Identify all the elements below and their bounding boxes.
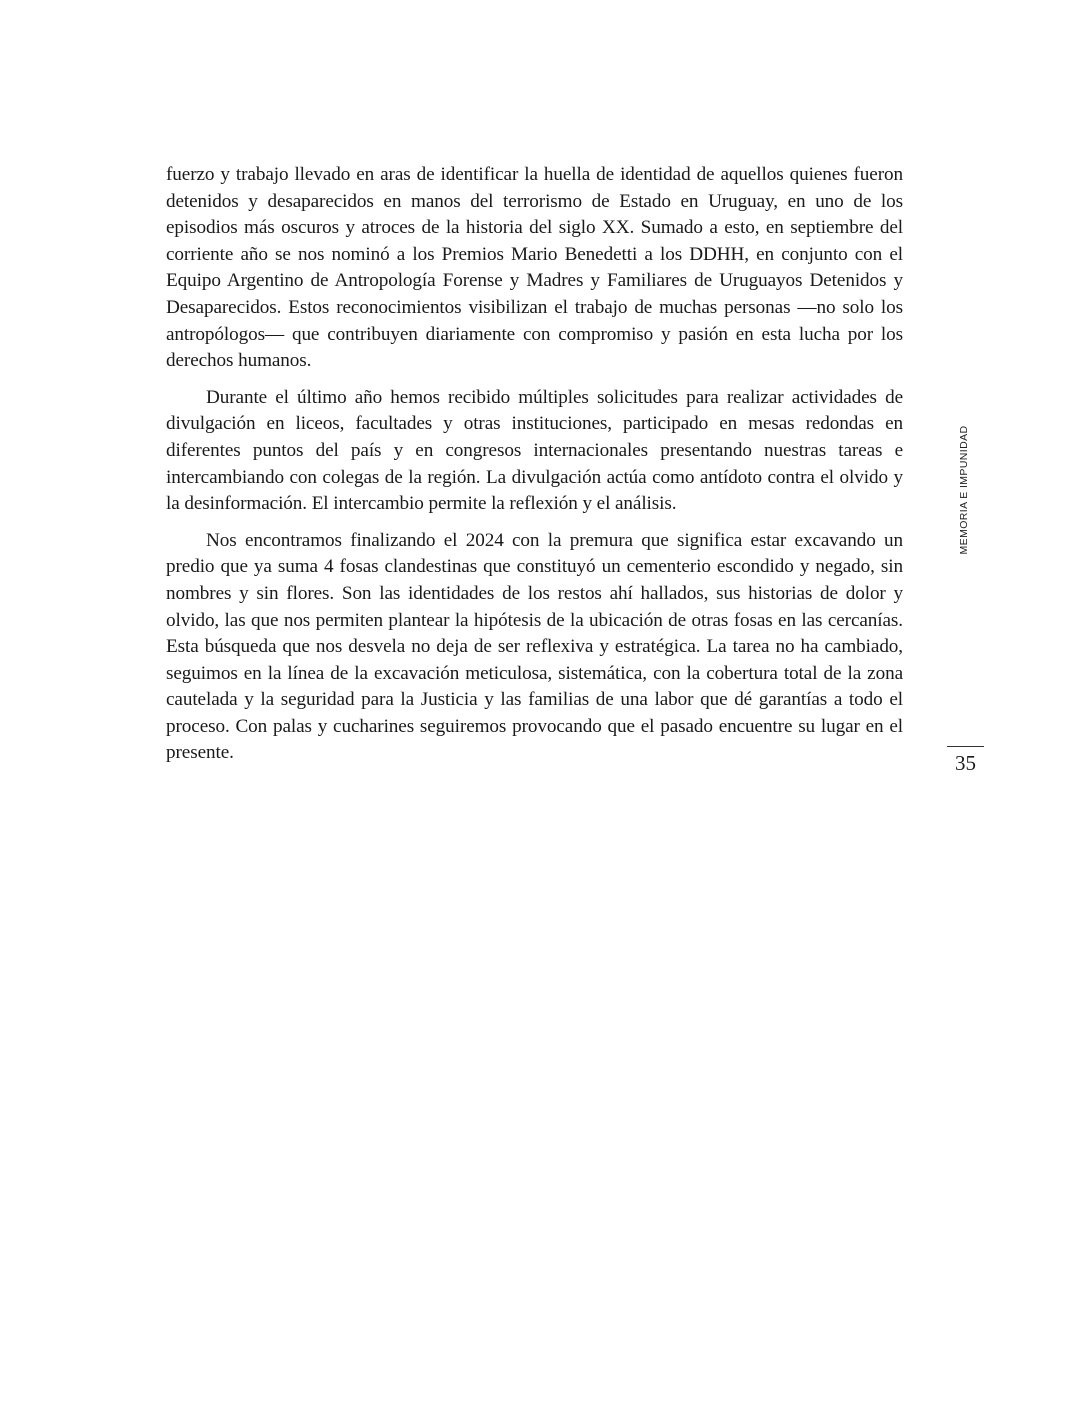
page-number: 35	[955, 751, 976, 775]
paragraph-3: Nos encontramos finalizando el 2024 con la premura que significa estar excavando un predio que ya suma 4 fosas clandestinas que constituyó un cementerio escondido y negado, sin nombres y sin flores. Son las identidades de los restos ahí hallados, sus historias de dolor y olvido, las que nos permiten plantear la hipótesis de la ubicación de otras fosas en las cercanías. Esta búsqueda que nos desvela no deja de ser reflexiva y estratégica. La tarea no ha cambiado, seguimos en la línea de la excavación meticulosa, sistemática, con la cobertura total de la zona cautelada y la seguridad para la Justicia y las familias de una labor que dé garantías a todo el proceso. Con palas y cucharines seguiremos provocando que el pasado encuentre su lugar en el presente.	[166, 529, 903, 764]
paragraph-2: Durante el último año hemos recibido múltiples solicitudes para realizar actividades de divulgación en liceos, facultades y otras instituciones, participado en mesas redondas en diferentes puntos del país y en congresos internacionales presentando nuestras tareas e intercambiando con colegas de la región. La divulgación actúa como antídoto contra el olvido y la desinformación. El intercambio permite la reflexión y el análisis.	[166, 386, 903, 515]
paragraph-1: fuerzo y trabajo llevado en aras de identificar la huella de identidad de aquellos quienes fueron detenidos y desaparecidos en manos del terrorismo de Estado en Uruguay, en uno de los episodios más oscuros y atroces de la historia del siglo XX. Sumado a esto, en septiembre del corriente año se nos nominó a los Premios Mario Benedetti a los DDHH, en conjunto con el Equipo Argentino de Antropología Forense y Madres y Familiares de Uruguayos Detenidos y Desaparecidos. Estos reconocimientos visibilizan el trabajo de muchas personas —no solo los antropólogos— que contribuyen diariamente con compromiso y pasión en esta lucha por los derechos humanos.	[166, 164, 903, 372]
running-head: MEMORIA E IMPUNIDAD	[958, 425, 970, 555]
body-text	[166, 162, 903, 777]
page-number-rule	[947, 746, 984, 747]
